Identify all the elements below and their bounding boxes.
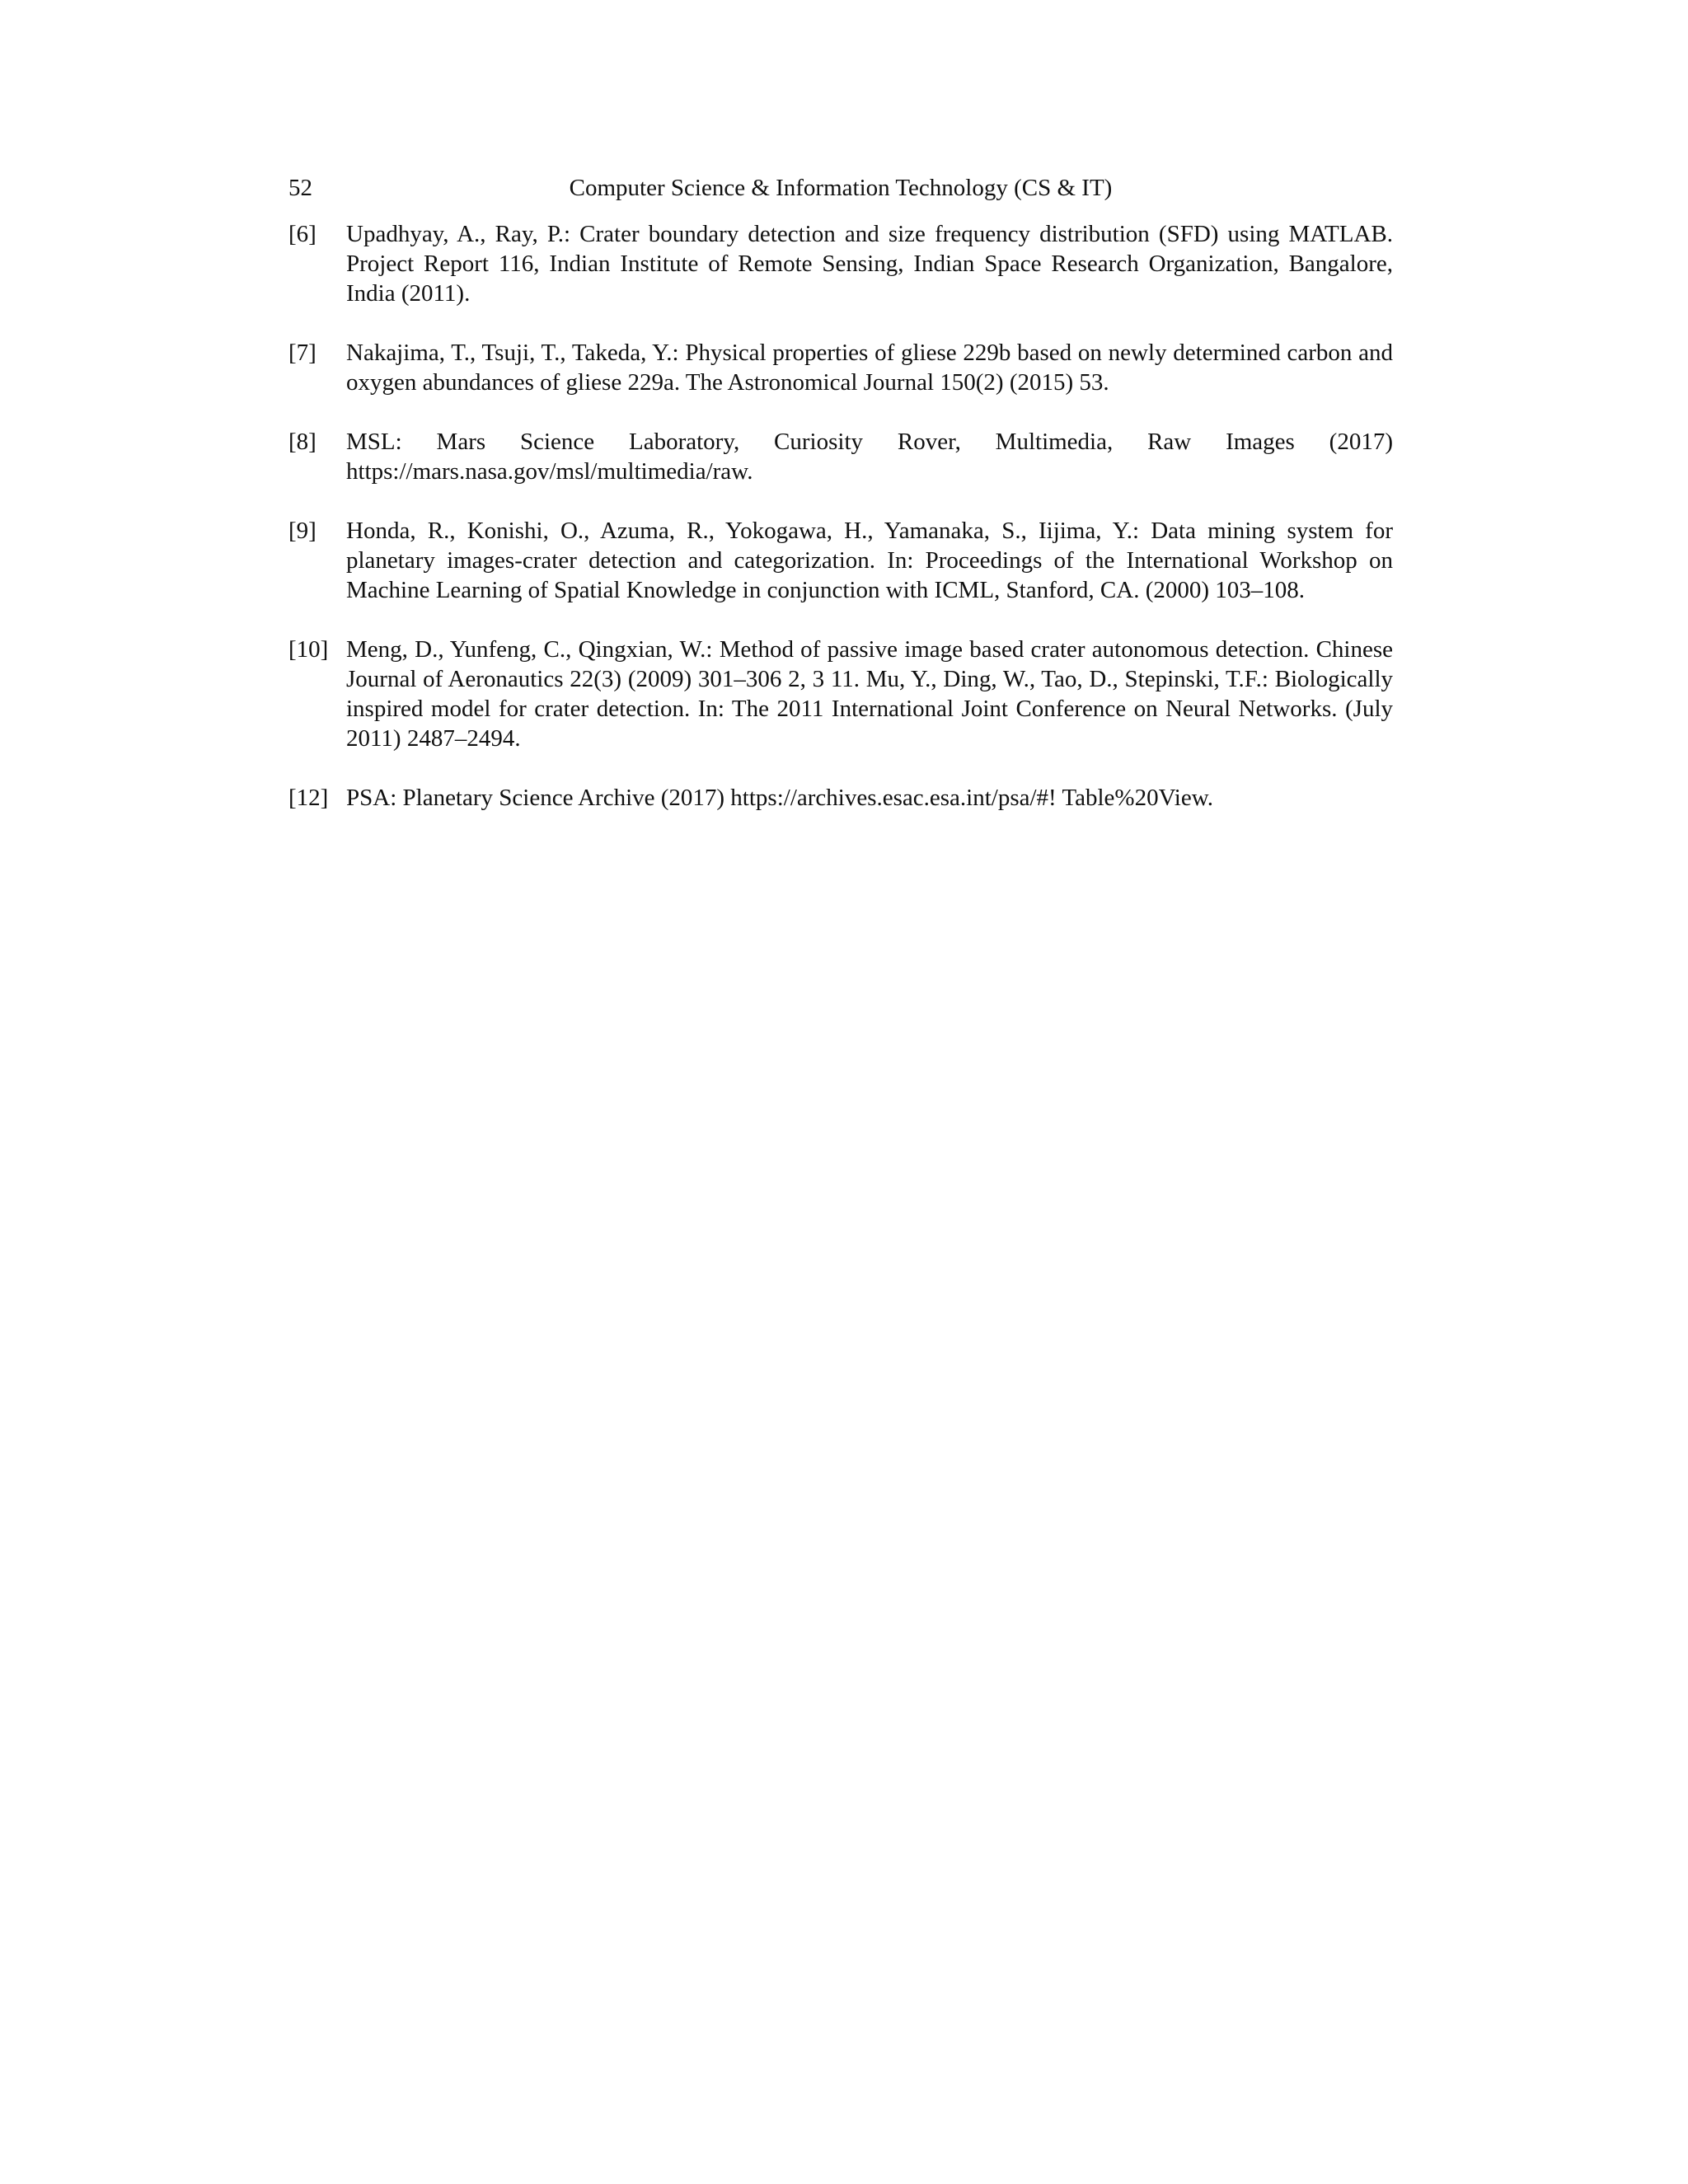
reference-label: [7] — [288, 340, 316, 366]
reference-label: [6] — [288, 221, 316, 247]
reference-label: [10] — [288, 636, 329, 663]
reference-text: Honda, R., Konishi, O., Azuma, R., Yokogawa, H., Yamanaka, S., Iijima, Y.: Data mining system for planetary images-crater detection and categorization. In: Proceedings of the International Workshop on Machine Learning of Spatial Knowledge in conjunction with ICML, Stanford, CA. (2000) 103–108. — [346, 518, 1393, 603]
reference-label: [9] — [288, 518, 316, 544]
reference-text: Meng, D., Yunfeng, C., Qingxian, W.: Method of passive image based crater autonomous detection. Chinese Journal of Aeronautics 22(3) (2009) 301–306 2, 3 11. Mu, Y., Ding, W., Tao, D., Stepinski, T.F.: Biologically inspired model for crater detection. In: The 2011 International Joint Conference on Neural Networks. (July 2011) 2487–2494. — [346, 636, 1393, 752]
reference-6 — [288, 219, 1393, 308]
reference-9 — [288, 516, 1393, 605]
reference-10 — [288, 635, 1393, 753]
journal-title: Computer Science & Information Technology (CS & IT) — [569, 175, 1113, 201]
reference-text: Upadhyay, A., Ray, P.: Crater boundary detection and size frequency distribution (SFD) using MATLAB. Project Report 116, Indian Institute of Remote Sensing, Indian Space Research Organization, Bangalore, India (2011). — [346, 221, 1393, 307]
reference-list — [288, 219, 1393, 842]
page-number: 52 — [288, 175, 312, 201]
reference-text: PSA: Planetary Science Archive (2017) https://archives.esac.esa.int/psa/#! Table%20View. — [346, 785, 1214, 811]
reference-8 — [288, 427, 1393, 486]
reference-text: Nakajima, T., Tsuji, T., Takeda, Y.: Physical properties of gliese 229b based on newly determined carbon and oxygen abundances of gliese 229a. The Astronomical Journal 150(2) (2015) 53. — [346, 340, 1393, 396]
reference-7 — [288, 338, 1393, 397]
reference-label: [12] — [288, 785, 329, 811]
running-header — [288, 171, 1393, 204]
reference-text: MSL: Mars Science Laboratory, Curiosity Rover, Multimedia, Raw Images (2017) https://mars.nasa.gov/msl/multimedia/raw. — [346, 429, 1393, 485]
reference-12 — [288, 783, 1393, 813]
reference-label: [8] — [288, 429, 316, 455]
